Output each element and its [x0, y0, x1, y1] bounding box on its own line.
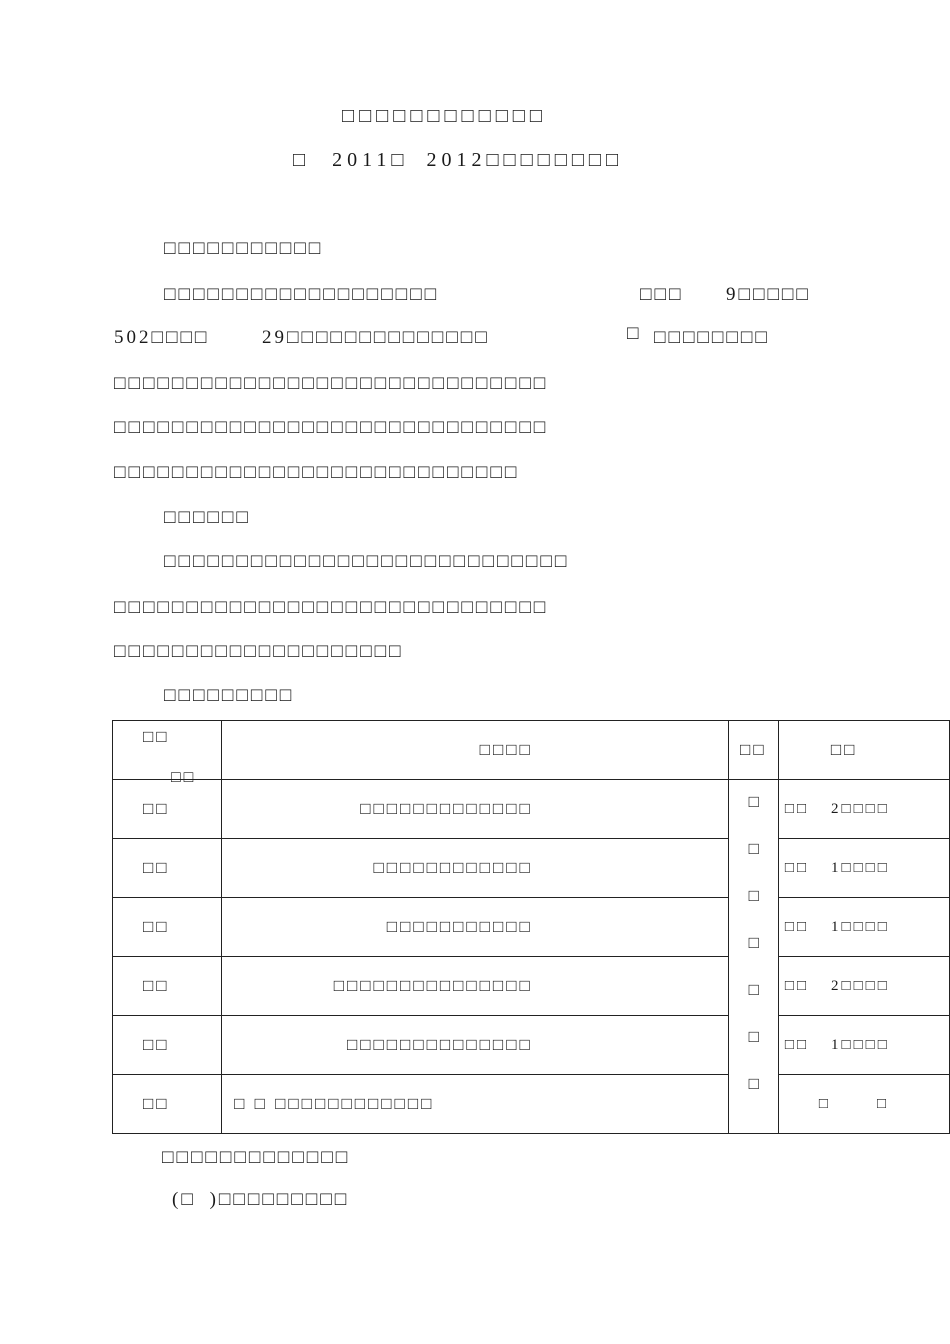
- paragraph: □□□□□□□□□□□□□□□□□□□□□□□□□□□□: [114, 462, 520, 483]
- paragraph-fragment: 9□□□□□: [726, 284, 811, 305]
- table-cell: □□□□□□□□□□□□□□□: [222, 957, 729, 1016]
- document-subtitle: [293, 148, 623, 172]
- table-cell: □□□□□□□□□□□: [222, 898, 729, 957]
- table-cell: □□□□□□□□□□□□: [222, 839, 729, 898]
- paragraph: □□□□□□□□□□□: [164, 238, 324, 259]
- table-header-cell: □□: [728, 721, 778, 780]
- paragraph-fragment: 29□□□□□□□□□□□□□□: [262, 327, 490, 348]
- table-cell: □□: [113, 839, 222, 898]
- paragraph-fragment: (□: [172, 1189, 196, 1210]
- paragraph: □□□□□□□□□□□□□: [162, 1147, 351, 1168]
- paragraph: □□□□□□□□□□□□□□□□□□□□: [114, 641, 404, 662]
- table-cell: □□□□□□□□□□□□□: [222, 780, 729, 839]
- paragraph: □□□□□□□□□□□□□□□□□□□□□□□□□□□□□□: [114, 597, 549, 618]
- table-row: [113, 957, 950, 1016]
- table-header-cell: □□□□: [222, 721, 729, 780]
- table-cell: □□ 2□□□□: [778, 780, 949, 839]
- table-header-cell: [113, 721, 222, 786]
- paragraph: [172, 1188, 349, 1212]
- paragraph-fragment: 502□□□□: [114, 327, 210, 348]
- subtitle-part: 2011□: [332, 149, 409, 171]
- table-row: [113, 780, 950, 839]
- section-heading: □□□□□□: [164, 507, 251, 528]
- table-cell: □□: [113, 780, 222, 839]
- paragraph: □□□□□□□□□□□□□□□□□□□: [164, 284, 440, 305]
- table-row: [113, 1016, 950, 1075]
- table-cell: □□: [113, 957, 222, 1016]
- paragraph-fragment: )□□□□□□□□□: [209, 1189, 350, 1210]
- header-label: □□: [171, 769, 197, 786]
- paragraph: □□□□□□□□□□□□□□□□□□□□□□□□□□□□□□: [114, 417, 549, 438]
- paragraph-fragment: □□□: [640, 284, 684, 305]
- header-label: □□: [143, 727, 170, 746]
- document-title: □□□□□□□□□□□□: [342, 105, 547, 127]
- table-cell: □□□□□□□□□□□□□□: [222, 1016, 729, 1075]
- table-cell: □□: [113, 1016, 222, 1075]
- table-cell: □ □: [778, 1075, 949, 1134]
- table-row: [113, 839, 950, 898]
- merged-side-cell: [728, 780, 778, 1134]
- table-cell: □□ 1□□□□: [778, 1016, 949, 1075]
- table-cell: □ □ □□□□□□□□□□□□: [222, 1075, 729, 1134]
- table-cell: □□ 2□□□□: [778, 957, 949, 1016]
- table-row: [113, 898, 950, 957]
- subtitle-part: □: [293, 149, 311, 171]
- table-cell: □□: [113, 898, 222, 957]
- vertical-label: □□□□□□□: [744, 792, 764, 1121]
- table-cell: □□: [113, 1075, 222, 1134]
- table-cell: □□ 1□□□□: [778, 898, 949, 957]
- plan-table: [112, 720, 950, 1134]
- table-header-row: [113, 721, 950, 780]
- section-heading: □□□□□□□□□: [164, 685, 295, 706]
- paragraph: □□□□□□□□□□□□□□□□□□□□□□□□□□□□□□: [114, 373, 549, 394]
- table-header-cell: □□: [778, 721, 949, 780]
- subtitle-part: 2012□□□□□□□□: [426, 149, 624, 171]
- paragraph-fragment: □□□□□□□□: [654, 327, 770, 348]
- paragraph-fragment: □: [627, 323, 642, 344]
- table-cell: □□ 1□□□□: [778, 839, 949, 898]
- paragraph: □□□□□□□□□□□□□□□□□□□□□□□□□□□□: [164, 551, 570, 572]
- table-row: [113, 1075, 950, 1134]
